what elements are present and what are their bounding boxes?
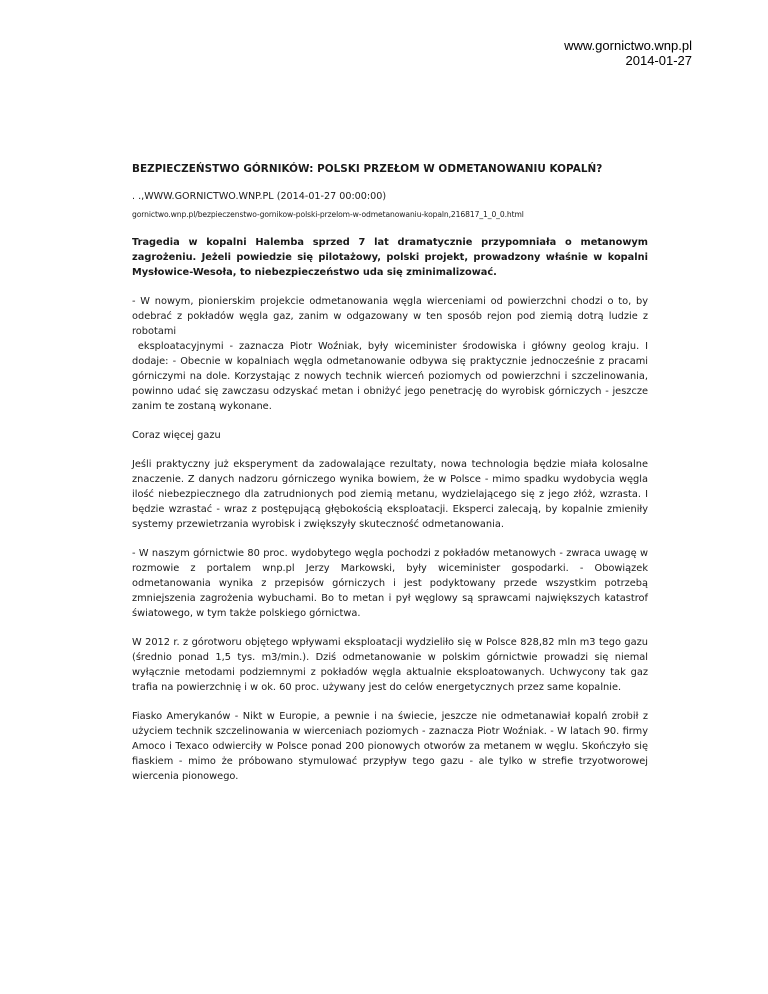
- article-lead: Tragedia w kopalni Halemba sprzed 7 lat dramatycznie przypomniała o metanowym zagrożeniu. Jeżeli powiedzie się pilotażowy, polski projekt, prowadzony właśnie w kopalni Mysłowice-Wesoła, to niebezpieczeństwo uda się zminimalizować.: [132, 237, 648, 278]
- header-date: 2014-01-27: [625, 53, 692, 68]
- paragraph-1: [132, 294, 648, 414]
- page-header: [564, 38, 692, 68]
- paragraph-3: - W naszym górnictwie 80 proc. wydobytego węgla pochodzi z pokładów metanowych - zwraca uwagę w rozmowie z portalem wnp.pl Jerzy Markowski, były wiceminister gospodarki. - Obowiązek odmetanowania wynika z przepisów górniczych i jest podyktowany przede wszystkim potrzebą zmniejszenia zagrożenia wybuchami. Bo to metan i pył węglowy są sprawcami największych katastrof światowego, w tym także polskiego górnictwa.: [132, 548, 648, 619]
- paragraph-1-line: powinno udać się zawczasu odzyskać metan i obniżyć jego penetrację do wyrobisk górniczych - jeszcze: [132, 386, 648, 397]
- article-url: gornictwo.wnp.pl/bezpieczenstwo-gornikow-polski-przelom-w-odmetanowaniu-kopaln,216817_1_0_0.html: [132, 210, 524, 219]
- article: [132, 162, 648, 798]
- paragraph-1-line: eksploatacyjnymi - zaznacza Piotr Woźniak, były wiceminister środowiska i główny geolog kraju. I: [132, 341, 648, 352]
- paragraph-1-line: dodaje: - Obecnie w kopalniach węgla odmetanowanie odbywa się praktycznie jednocześnie z pracami: [132, 356, 648, 367]
- site-name: www.gornictwo.wnp.pl: [564, 38, 692, 53]
- paragraph-2: Jeśli praktyczny już eksperyment da zadowalające rezultaty, nowa technologia będzie miała kolosalne znaczenie. Z danych nadzoru górniczego wynika bowiem, że w Polsce - mimo spadku wydobycia węgla ilość niebezpiecznego dla zatrudnionych pod ziemią metanu, wydzielającego się z jego złóż, wzrasta. I będzie wzrastać - wraz z postępującą głębokością eksploatacji. Eksperci zalecają, by kopalnie zmieniły systemy przewietrzania wyrobisk i zwiększyły skuteczność odmetanowania.: [132, 459, 648, 530]
- paragraph-1-line: - W nowym, pionierskim projekcie odmetanowania węgla wierceniami od powierzchni chodzi o to, by: [132, 296, 648, 307]
- paragraph-4: W 2012 r. z górotworu objętego wpływami eksploatacji wydzieliło się w Polsce 828,82 mln m3 tego gazu (średnio ponad 1,5 tys. m3/min.). Dziś odmetanowanie w polskim górnictwie prowadzi się niemal wyłącznie metodami podziemnymi z pokładów węgla aktualnie eksploatowanych. Uchwycony tak gaz trafia na powierzchnię i w ok. 60 proc. używany jest do celów energetycznych przez same kopalnie.: [132, 637, 648, 693]
- paragraph-5: Fiasko Amerykanów - Nikt w Europie, a pewnie i na świecie, jeszcze nie odmetanawiał kopalń zrobił z użyciem technik szczelinowania w wierceniach poziomych - zaznacza Piotr Woźniak. - W latach 90. firmy Amoco i Texaco odwierciły w Polsce ponad 200 pionowych otworów za metanem w węglu. Skończyło się fiaskiem - mimo że próbowano stymulować przypływ tego gazu - ale tylko w strefie trzyotworowej wiercenia pionowego.: [132, 711, 648, 782]
- paragraph-1-line: robotami: [132, 326, 177, 337]
- paragraph-1-line: górniczymi na dole. Korzystając z nowych technik wierceń poziomych od powierzchni i szczelinowania,: [132, 371, 648, 382]
- paragraph-1-line: odebrać z pokładów węgla gaz, zanim w odgazowany w ten sposób rejon pod ziemią dotrą ludzie z: [132, 311, 648, 322]
- article-title: BEZPIECZEŃSTWO GÓRNIKÓW: POLSKI PRZEŁOM W ODMETANOWANIU KOPALŃ?: [132, 163, 603, 175]
- article-source: . .,WWW.GORNICTWO.WNP.PL (2014-01-27 00:00:00): [132, 191, 387, 202]
- paragraph-1-line: zanim te zostaną wykonane.: [132, 401, 272, 412]
- section-subheading: Coraz więcej gazu: [132, 430, 221, 441]
